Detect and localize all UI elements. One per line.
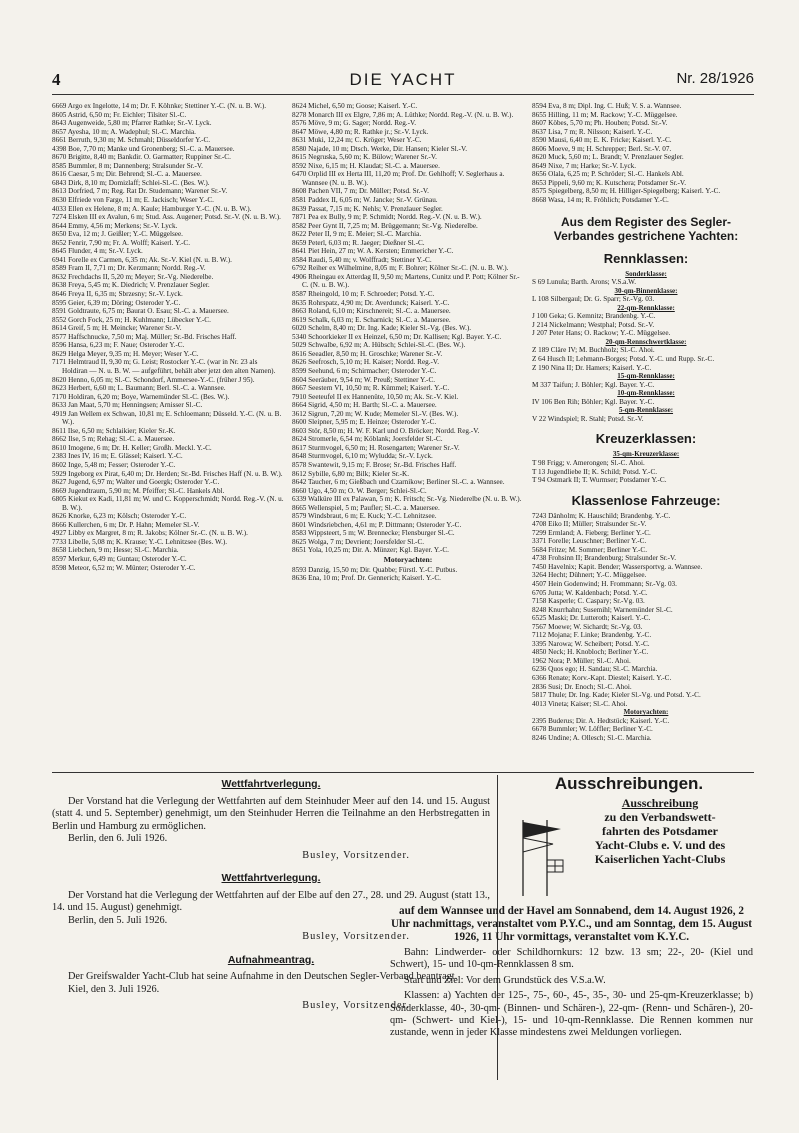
yacht-entry: 8619 Schalk, 6,03 m; E. Scharnick; Sl.-C. a. Mauersee. xyxy=(292,315,451,324)
yacht-entry: 5684 Fritze; M. Sommer; Berliner Y.-C. xyxy=(532,545,647,554)
yacht-entry: 8606 Moeve, 9 m; H. Schrepper; Berl. Sr.-V. 07. xyxy=(532,144,672,153)
page-number: 4 xyxy=(52,70,61,89)
yacht-entry: 8659 Peterl, 6,03 m; R. Jaeger; Dießner Sl.-C. xyxy=(292,238,425,247)
yacht-entry: 8625 Wolga, 7 m; Devrient; Joersfelder Sl.-C. xyxy=(292,537,425,546)
notice-date: Berlin, den 5. Juli 1926. xyxy=(68,914,168,926)
yacht-entry: 7733 Libelle, 5,08 m; K. Krause; Y.-C. Lehnitzsee (Bes. W.). xyxy=(52,537,228,546)
yacht-entry: 7112 Mojana; F. Linke; Brandenbg. Y.-C. xyxy=(532,631,652,640)
yacht-entry: J 100 Geka; G. Kemnitz; Brandenbg. Y.-C. xyxy=(532,312,656,321)
yacht-entry: 6470 Orplid III ex Herta III, 11,20 m; Prof. Dr. Gehlhoff; V. Seglerhaus a. Wannsee (N. u. B. W.). xyxy=(292,170,505,187)
issue-number: Nr. 28/1926 xyxy=(676,70,754,87)
class-subheading: 15-qm-Rennklasse: xyxy=(617,372,675,381)
yacht-entry: 8649 Nixe, 7 m; Harke; Sr.-V. Lyck. xyxy=(532,161,637,170)
yacht-entry: 8600 Sleipner, 5,95 m; E. Heinze; Osteroder Y.-C. xyxy=(292,418,437,427)
yacht-entry: 5929 Ingeborg ex Pirat, 6,40 m; Dr. Herden; Sr.-Bd. Frisches Haff (N. u. B. W.). xyxy=(52,469,283,478)
yacht-entry: 8610 Imogene, 6 m; Dr. H. Keller; Großh. Meckl. Y.-C. xyxy=(52,443,212,452)
yacht-entry: 7450 Havelnix; Kapit. Bender; Wassersportvg. a. Wannsee. xyxy=(532,562,703,571)
yacht-entry: 8664 Sigrid, 4,50 m; H. Barth; Sl.-C. a. Mauersee. xyxy=(292,401,437,410)
yacht-entry: 4919 Jan Wellem ex Schwan, 10,81 m; E. Schloemann; Düsseld. Y.-C. (N. u. B. W.). xyxy=(52,409,282,427)
yacht-entry: 8592 Nixe, 6,15 m; H. Klaudat; Sl.-C. a. Mauersee. xyxy=(292,161,440,170)
club-flags-icon xyxy=(505,816,565,898)
classless-heading: Klassenlose Fahrzeuge: xyxy=(571,492,721,508)
yacht-entry: 6525 Maski; Dr. Lutteroth; Kaiserl. Y.-C. xyxy=(532,614,651,623)
yacht-entry: 8626 Knorke, 6,23 m; Kölsch; Osteroder Y.-C. xyxy=(52,512,187,521)
subtitle-line: Yacht-Clubs e. V. und des xyxy=(594,838,726,853)
class-subheading: Sonderklasse: xyxy=(625,269,667,278)
yacht-entry: 8590 Mausi, 6,40 m; E. K. Fricke; Kaiserl. Y.-C. xyxy=(532,136,672,145)
yacht-entry: 7567 Moewe; W. Sichardt; Sr.-Vg. 03. xyxy=(532,622,643,631)
yacht-entry: 8602 Inge, 5,48 m; Fesser; Osteroder Y.-C. xyxy=(52,460,176,469)
section-rule xyxy=(52,772,754,773)
announcement-date-line: auf dem Wannsee und der Havel am Sonnabend, dem 14. August 1926, 2 Uhr nachmittags, veranstaltet vom P.Y.C., und am Sonntag, dem 15. August 1926, 11 Uhr vormittags, veranstaltet vom K.Y.C. xyxy=(390,905,753,943)
yacht-entry: 8605 Astrid, 6,50 m; Fr. Eichler; Tilsiter Sl.-C. xyxy=(52,110,187,119)
yacht-entry: 7243 Dänholm; K. Hauschild; Brandenbg. Y.-C. xyxy=(532,511,671,520)
yacht-entry: 5817 Thule; Dr. Ing. Kade; Kieler Sl.-Vg. und Potsd. Y.-C. xyxy=(532,691,701,700)
yacht-entry: 4013 Vineta; Kaiser; Sl.-C. Ahoi. xyxy=(532,699,628,708)
yacht-entry: 7871 Pea ex Bully, 9 m; P. Schmidt; Nordd. Reg.-V. (N. u. B. W.). xyxy=(292,213,482,222)
yacht-entry: 8575 Spiegelberg, 8,50 m; H. Hilliger-Spiegelberg; Kaiserl. Y.-C. xyxy=(532,187,721,196)
yacht-entry: 8595 Geier, 6,39 m; Döring; Osteroder Y.-C. xyxy=(52,298,181,307)
yacht-entry: 8632 Frechdachs II, 5,20 m; Meyer; Sr.-Vg. Niederelbe. xyxy=(52,272,214,281)
yacht-entry: 4398 Boe, 7,70 m; Manke und Gronenberg; Sl.-C. a. Mauersee. xyxy=(52,144,235,153)
notice-signature: Busley, Vorsitzender. xyxy=(302,931,410,942)
yacht-entry: 6792 Reiher ex Wilhelmine, 8,05 m; F. Bohrer; Kölner Sr.-C. (N. u. B. W.). xyxy=(292,264,509,273)
yacht-entry: 8593 Danzig, 15,50 m; Dir. Quabbe; Fürstl. Y.-C. Putbus. xyxy=(292,565,458,574)
yacht-entry: 8616 Caesar, 5 m; Dir. Behrend; Sl.-C. a. Mauersee. xyxy=(52,170,202,179)
yacht-entry: 8643 Augenweide, 5,80 m; Pfarrer Rathke; Sr.-V. Lyck. xyxy=(52,119,212,128)
yacht-entry: 8661 Berruth, 9,30 m; M. Schmahl; Düsseldorfer Y.-C. xyxy=(52,136,211,145)
yacht-entry: 8611 Ilse, 6,50 m; Schlaikier; Kieler Sr.-K. xyxy=(52,426,176,435)
register-heading: Aus dem Register des Segler-Verbandes gestrichene Yachten: xyxy=(553,214,739,243)
yacht-entry: 8623 Herbert, 6,60 m; L. Baumann; Berl. Sl.-C. a. Wannsee. xyxy=(52,384,226,393)
yacht-entry: 8615 Negruska, 5,60 m; K. Bülow; Warener Sr.-V. xyxy=(292,153,437,162)
yacht-entry: 8662 Ilse, 5 m; Rehag; Sl.-C. a. Mauersee. xyxy=(52,435,175,444)
yacht-entry: 8596 Hansa, 6,23 m; F. Naue; Osteroder Y.-C. xyxy=(52,341,185,350)
yacht-entry: 8584 Raudi, 5,40 m; v. Wolffradt; Stettiner Y.-C. xyxy=(292,255,432,264)
yacht-entry: 8635 Rohrspatz, 4,90 m; Dr. Averdunck; Kaiserl. Y.-C. xyxy=(292,298,450,307)
yacht-entry: 8589 Fram II, 7,71 m; Dr. Kerzmann; Nordd. Reg.-V. xyxy=(52,264,206,273)
yacht-entry: 8582 Peer Gynt II, 7,25 m; M. Brüggemann; Sr.-Vg. Niederelbe. xyxy=(292,221,478,230)
yacht-entry: 8629 Helga Meyer, 9,35 m; H. Meyer; Weser Y.-C. xyxy=(52,349,199,358)
yacht-entry: 7299 Ermland; A. Fieberg; Berliner Y.-C. xyxy=(532,528,651,537)
yacht-entry: 8651 Yola, 10,25 m; Dir. A. Münzer; Kgl. Bayer. Y.-C. xyxy=(292,546,449,555)
yacht-entry: 8647 Möwe, 4,80 m; R. Rathke jr.; Sr.-V. Lyck. xyxy=(292,127,429,136)
yacht-entry: T 94 Ostmark II; T. Wurmser; Potsdamer Y.-C. xyxy=(532,476,667,485)
yacht-entry: 8622 Peter II, 9 m; E. Meier; Sl.-C. Marchia. xyxy=(292,230,422,239)
notice xyxy=(52,778,490,862)
yacht-entry: T 98 Frigg; v. Amerongen; Sl.-C. Ahoi. xyxy=(532,458,645,467)
yacht-entry: 2383 Ines IV, 16 m; E. Glässel; Kaiserl. Y.-C. xyxy=(52,452,183,461)
motor-yachts-heading-2: Motoryachten: xyxy=(623,708,669,717)
yacht-entry: 8583 Wippsteert, 5 m; W. Brennecke; Flensburger Sl.-C. xyxy=(292,529,455,538)
yacht-entry: 8607 Köbes, 5,70 m; Ph. Houben; Potsd. Sr.-V. xyxy=(532,119,668,128)
yacht-entry: 4507 Hein Godenwind; H. Frommann; Sr.-Vg. 03. xyxy=(532,579,677,588)
class-subheading: 20-qm-Rennschwertklasse: xyxy=(605,337,687,346)
yacht-entry: 8608 Pachen VII, 7 m; Dr. Müller; Potsd. Sr.-V. xyxy=(292,187,429,196)
yacht-entry: 8578 Swantewit, 9,15 m; F. Brose; Sr.-Bd. Frisches Haff. xyxy=(292,460,457,469)
yacht-entry: 8658 Liebchen, 9 m; Hesse; Sl.-C. Marchia. xyxy=(52,546,179,555)
page-header xyxy=(52,70,754,92)
yacht-entry: 6705 Jutta; W. Kaldenbach; Potsd. Y.-C. xyxy=(532,588,648,597)
yacht-entry: 8248 Knurrhahn; Susemihl; Warnemünder Sl.-C. xyxy=(532,605,673,614)
notice-signature: Busley, Vorsitzender. xyxy=(302,849,410,861)
yacht-entry: 8655 Hilling, 11 m; M. Rackow; Y.-C. Müggelsee. xyxy=(532,110,678,119)
yacht-entry: 4927 Libby ex Margret, 8 m; R. Jakobs; Kölner Sr.-C. (N. u. B. W.). xyxy=(52,529,248,538)
yacht-entry: 8668 Wasa, 14 m; R. Fröhlich; Potsdamer Y.-C. xyxy=(532,196,669,205)
yacht-entry: 6339 Walküre III ex Palawan, 5 m; K. Fritsch; Sr.-Vg. Niederelbe (N. u. B. W.). xyxy=(292,495,522,504)
motor-yachts-heading: Motoryachten: xyxy=(383,554,433,564)
yacht-entry: Z 64 Husch II; Lehmann-Borges; Potsd. Y.-C. und Rupp. Sr.-C. xyxy=(532,355,715,364)
yacht-entry: 8666 Kullerchen, 6 m; Dr. P. Hahn; Memeler Sl.-V. xyxy=(52,520,200,529)
yacht-entry: 8603 Stör, 8,50 m; H. W. F. Karl und O. Bröcker; Nordd. Reg.-V. xyxy=(292,426,480,435)
yacht-entry: 8580 Najade, 10 m; Dtsch. Werke, Dir. Hansen; Kieler Sl.-V. xyxy=(292,144,468,153)
yacht-entry: 8637 Lisa, 7 m; R. Nilsson; Kaiserl. Y.-C. xyxy=(532,127,653,136)
yacht-entry: 8630 Elfriede von Farge, 11 m; E. Jackisch; Weser Y.-C. xyxy=(52,196,214,205)
yacht-entry: 8669 Jugendtraum, 5,90 m; M. Pfeiffer; Sl.-C. Hankels Abl. xyxy=(52,486,225,495)
yacht-entry: 8581 Paddex II, 6,05 m; W. Jancke; Sr.-V. Grünau. xyxy=(292,196,438,205)
yacht-entry: 4708 Eiko II; Müller; Stralsunder Sr.-V. xyxy=(532,520,647,529)
notice-body: Der Vorstand hat die Verlegung der Wettfahrten auf der Elbe auf den 27., 28. und 29. August (statt 13., 14. und 15. August) genehmigt. xyxy=(52,889,490,913)
yacht-entry: 8246 Undine; A. Ollesch; Sl.-C. Marchia. xyxy=(532,733,652,742)
subtitle-line: Kaiserlichen Yacht-Clubs xyxy=(594,852,726,867)
yacht-entry: 8627 Jugend, 6,97 m; Walter und Goergk; Osteroder Y.-C. xyxy=(52,478,220,487)
yacht-entry: 8642 Taucher, 6 m; Gießbach und Czarnikow; Berliner Sl.-C. a. Wannsee. xyxy=(292,478,505,487)
yacht-entry: 5340 Schoorkieker II ex Heinzel, 6,50 m; Dr. Kallisen; Kgl. Bayer. Y.-C. xyxy=(292,332,502,341)
yacht-entry: 8616 Seeadler, 8,50 m; H. Groschke; Warener Sr.-V. xyxy=(292,349,443,358)
yacht-entry: M 337 Taifun; J. Böhler; Kgl. Bayer. Y.-C. xyxy=(532,380,655,389)
subtitle-line: zu den Verbandswett- xyxy=(604,810,716,825)
yacht-entry: 8620 Henno, 6,05 m; Sl.-C. Schondorf, Ammersee-Y.-C. (früher J 95). xyxy=(52,375,255,384)
notice-body: Der Vorstand hat die Verlegung der Wettfahrten auf dem Steinhuder Meer auf den 14. und 15. August (statt 4. und 5. September) genehmigt, um den Steinhuder Herren die Teilnahme an den Herbstregatten in Berlin und Hamburg zu ermöglichen. xyxy=(52,795,490,832)
yacht-entry: 8650 Eva, 12 m; J. Geißler; Y.-C. Müggelsee. xyxy=(52,230,183,239)
subtitle-line: fahrten des Potsdamer xyxy=(602,824,718,839)
yacht-list-column-2 xyxy=(292,102,524,768)
yacht-entry: 6678 Bummler; W. Löffler; Berliner Y.-C. xyxy=(532,725,653,734)
announcement-title: Ausschreibungen. xyxy=(554,774,704,793)
yacht-entry: 8645 Flunder, 4 m; Sr.-V. Lyck. xyxy=(52,247,143,256)
yacht-entry: 8576 Möve, 9 m; G. Sager; Nordd. Reg.-V. xyxy=(292,119,417,128)
yacht-entry: 8585 Bummler, 8 m; Dannenberg; Stralsunder Sr.-V. xyxy=(52,161,203,170)
yacht-entry: 6805 Kiekut ex Kadi, 11,81 m; W. und C. Kopperschmidt; Nordd. Reg.-V. (N. u. B. W.). xyxy=(52,495,284,512)
notice-signature: Busley, Vorsitzender. xyxy=(302,1000,410,1011)
yacht-entry: IV 106 Ben Rih; Böhler; Kgl. Bayer. Y.-C. xyxy=(532,397,655,406)
yacht-entry: 8601 Windsriebchen, 4,61 m; P. Dittmann; Osteroder Y.-C. xyxy=(292,520,462,529)
yacht-entry: 4738 Frohsinn II; Brandenburg; Stralsunder Sr.-V. xyxy=(532,554,677,563)
yacht-entry: J 214 Nickelmann; Westphal; Potsd. Sr.-V. xyxy=(532,320,655,329)
yacht-entry: 8633 Jan Maat, 5,70 m; Henningsen; Arnisser Sl.-C. xyxy=(52,401,203,410)
notice-date: Berlin, den 6. Juli 1926. xyxy=(68,833,168,844)
yacht-entry: 7171 Helmtraud II, 9,30 m; G. Leist; Rostocker Y.-C. (war in Nr. 23 als Holdiran — N. u. B. W. — aufgeführt, behält aber jetzt den alten Namen). xyxy=(52,358,276,375)
yacht-entry: 8644 Emmy, 4,56 m; Merkens; Sr.-V. Lyck. xyxy=(52,221,178,230)
yacht-entry: 8612 Sybille, 6,80 m; Bilk; Kieler Sr.-K. xyxy=(292,469,409,478)
notice-title: Aufnahmeantrag. xyxy=(227,953,315,966)
yacht-entry: J 207 Peter Hans; O. Rackow; Y.-C. Müggelsee. xyxy=(532,329,671,338)
yacht-list-column-3 xyxy=(532,102,760,768)
notice-body: Der Greifswalder Yacht-Club hat seine Aufnahme in den Deutschen Segler-Verband beantragt. xyxy=(68,971,458,982)
announcement-subtitle xyxy=(567,796,753,866)
yacht-entry: 8631 Muki, 12,24 m; C. Kröger; Weser Y.-C. xyxy=(292,136,422,145)
cruiser-classes-heading: Kreuzerklassen: xyxy=(595,431,697,447)
yacht-entry: 3395 Narowa; W. Scheibert; Potsd. Y.-C. xyxy=(532,639,650,648)
class-subheading: 35-qm-Kreuzerklasse: xyxy=(612,450,680,459)
yacht-entry: 4033 Ellen ex Helene, 8 m; A. Kaule; Hamburger Y.-C. (N. u. B. W.). xyxy=(52,204,252,213)
class-subheading: 5-qm-Rennklasse: xyxy=(618,406,674,415)
yacht-entry: 4850 Neck; H. Knobloch; Berliner Y.-C. xyxy=(532,648,649,657)
yacht-entry: 1962 Nora; P. Müller; Sl.-C. Ahoi. xyxy=(532,656,631,665)
yacht-entry: 7170 Holdiran, 6,20 m; Boye, Warnemünder Sl.-C. (Bes. W.). xyxy=(52,392,230,401)
yacht-entry: 8598 Meteor, 6,52 m; W. Münter; Osteroder Y.-C. xyxy=(52,563,196,572)
yacht-entry: 8613 Dorfried, 7 m; Reg. Rat Dr. Studemann; Warener Sr.-V. xyxy=(52,187,228,196)
yacht-entry: 8614 Greif, 5 m; H. Meincke; Warener Sr.-V. xyxy=(52,324,182,333)
yacht-entry: 8587 Rheingold, 10 m; F. Schroeder; Potsd. Y.-C. xyxy=(292,290,435,299)
yacht-entry: 8624 Stromerle, 6,54 m; Köblank; Joersfelder Sl.-C. xyxy=(292,435,443,444)
yacht-entry: 8663 Roland, 6,10 m; Kirschnereit; Sl.-C. a. Mauersee. xyxy=(292,307,451,316)
yacht-entry: 8552 Gorch Fock, 25 m; H. Kuhlmann; Lübecker Y.-C. xyxy=(52,315,211,324)
yacht-entry: 8579 Windsbraut, 6 m; E. Kuck; Y.-C. Lehnitzsee. xyxy=(292,512,437,521)
yacht-entry: 8648 Sturmvogel, 6,10 m; Wyludda; Sr.-V. Lyck. xyxy=(292,452,433,461)
yacht-entry: 7910 Seeteufel II ex Hannenüte, 10,50 m; Ak. Sr.-V. Kiel. xyxy=(292,392,459,401)
announcement-details xyxy=(390,905,753,1040)
yacht-entry: 8638 Freya, 5,45 m; K. Diedrich; V. Prenzlauer Segler. xyxy=(52,281,210,290)
yacht-entry: T 13 Jugendliebe II; K. Schild; Potsd. Y.-C. xyxy=(532,467,658,476)
race-classes-heading: Rennklassen: xyxy=(603,250,689,266)
yacht-entry: Z 190 Nina II; Dr. Hamers; Kaiserl. Y.-C. xyxy=(532,363,652,372)
yacht-entry: 8665 Wellenspiel, 5 m; Paufler; Sl.-C. a. Mauersee. xyxy=(292,503,440,512)
yacht-entry: 8577 Haffschnucke, 7,50 m; Maj. Müller; Sr.-Bd. Frisches Haff. xyxy=(52,332,237,341)
yacht-entry: 7158 Kasperle; C. Caspary; Sr.-Vg. 03. xyxy=(532,597,645,606)
subtitle-line: Ausschreibung xyxy=(621,796,699,811)
course-paragraph: Bahn: Lindwerder- oder Schildhornkurs: 12 bzw. 13 sm; 22-, 20- (Kiel und Schwert), 15- und 10-qm-Rennklassen 8 sm. xyxy=(390,947,753,971)
yacht-entry: 8657 Ayesha, 10 m; A. Wadephul; Sl.-C. Marchia. xyxy=(52,127,196,136)
yacht-entry: 5029 Schwalbe, 6,92 m; A. Hübsch; Schlei-Sl.-C. (Bes. W.). xyxy=(292,341,466,350)
page-title: DIE YACHT xyxy=(349,70,457,89)
yacht-list-column-1 xyxy=(52,102,284,768)
class-subheading: 22-qm-Rennklasse: xyxy=(617,303,675,312)
yacht-entry: 8594 Eva, 8 m; Dipl. Ing. C. Huß; V. S. a. Wannsee. xyxy=(532,102,682,110)
yacht-entry: 8641 Piet Hein, 27 m; W. A. Kersten; Emmericher Y.-C. xyxy=(292,247,454,256)
yacht-entry: 2836 Susi; Dr. Enoch; Sl.-C. Ahoi. xyxy=(532,682,632,691)
start-paragraph: Start und Ziel: Vor dem Grundstück des V.S.a.W. xyxy=(404,974,606,986)
header-rule xyxy=(52,94,754,95)
yacht-entry: 6843 Dirk, 8,10 m; Domizlaff; Schlei-Sl.-C. (Bes. W.). xyxy=(52,178,210,187)
yacht-entry: 8636 Ena, 10 m; Prof. Dr. Gennerich; Kaiserl. Y.-C. xyxy=(292,574,441,583)
yacht-entry: 8599 Seehund, 6 m; Schirmacher; Osteroder Y.-C. xyxy=(292,366,437,375)
yacht-entry: 8653 Pippeli, 9,60 m; K. Kutschera; Potsdamer Sr.-V. xyxy=(532,178,686,187)
yacht-entry: 8660 Ugo, 4,50 m; O. W. Berger; Schlei-Sl.-C. xyxy=(292,486,427,495)
yacht-entry: 6366 Renate; Korv.-Kapt. Diestel; Kaiserl. Y.-C. xyxy=(532,673,672,682)
yacht-entry: 8646 Freya II, 6,35 m; Sbrzesny; Sr.-V. Lyck. xyxy=(52,290,183,299)
announcement-section xyxy=(505,774,753,867)
yacht-entry: 3612 Sigrun, 7,20 m; W. Kude; Memeler Sl.-V. (Bes. W.). xyxy=(292,409,459,418)
yacht-entry: 6236 Quos ego; H. Sandau; Sl.-C. Marchia. xyxy=(532,665,658,674)
yacht-entry: 4906 Rheingau ex Atterdag II, 9,50 m; Martens, Cunitz und P. Pott; Kölner Sr.-C. (N. u. B. W.). xyxy=(292,272,520,290)
yacht-entry: 8604 Seeräuber, 9,54 m; W. Preuß; Stettiner Y.-C. xyxy=(292,375,436,384)
yacht-entry: 8639 Passat, 7,15 m; K. Nehls; V. Prenzlauer Segler. xyxy=(292,204,443,213)
yacht-entry: 8597 Merkur, 6,49 m; Guntau; Osteroder Y.-C. xyxy=(52,554,187,563)
yacht-entry: 8670 Brigitte, 8,40 m; Bankdir. O. Garmatter; Ruppiner Sr.-C. xyxy=(52,153,231,162)
yacht-entry: L 108 Silbergaul; Dr. G. Sparr; Sr.-Vg. 03. xyxy=(532,295,655,304)
yacht-entry: V 22 Windspiel; R. Stahl; Potsd. Sr.-V. xyxy=(532,414,644,423)
yacht-entry: 8278 Monarch III ex Elgre, 7,86 m; A. Lüthke; Nordd. Reg.-V. (N. u. B. W.). xyxy=(292,110,514,119)
yacht-entry: 8620 Muck, 5,60 m; L. Brandt; V. Prenzlauer Segler. xyxy=(532,153,684,162)
yacht-entry: 6941 Forelle ex Carmen, 6,35 m; Ak. Sr.-V. Kiel (N. u. B. W.). xyxy=(52,255,232,264)
yacht-entry: 7274 Elsken III ex Avalun, 6 m; Stud. Ass. Augener; Potsd. Sr.-V. (N. u. B. W.). xyxy=(52,213,281,222)
yacht-entry: 8656 Olala, 6,25 m; P. Schröder; Sl.-C. Hankels Abl. xyxy=(532,170,684,179)
class-subheading: 10-qm-Rennklasse: xyxy=(617,389,675,398)
yacht-entry: 6669 Argo ex Ingelotte, 14 m; Dr. F. Köhnke; Stettiner Y.-C. (N. u. B. W.). xyxy=(52,102,267,110)
yacht-entry: 8591 Goldtraute, 6,75 m; Baurat O. Esau; Sl.-C. a. Mauersee. xyxy=(52,307,229,316)
notice-title: Wettfahrtverlegung. xyxy=(221,872,321,884)
classes-paragraph: Klassen: a) Yachten der 125-, 75-, 60-, 45-, 35-, 30- und 25-qm-Kreuzerklasse; b) Sonderklasse, 40-, 30-qm- (Binnen- und Schären-), 22-qm- (Renn- und Schären-), 20-qm- (Schwert- und Kiel-), 15- und 10-qm-Rennklasse. Die Rennen kommen nur zustande, wenn in jeder Klasse mindestens zwei Meldungen vorliegen. xyxy=(390,990,753,1039)
yacht-entry: 3264 Hecht; Dühnert; Y.-C. Müggelsee. xyxy=(532,571,647,580)
yacht-entry: 6020 Schelm, 8,40 m; Dr. Ing. Kade; Kieler Sl.-Vg. (Bes. W.). xyxy=(292,324,472,333)
notice-date: Kiel, den 3. Juli 1926. xyxy=(68,983,160,995)
yacht-entry: 8626 Seefrosch, 5,10 m; H. Kaiser; Nordd. Reg.-V. xyxy=(292,358,439,367)
yacht-entry: 8667 Seestern VI, 10,50 m; R. Kümmel; Kaiserl. Y.-C. xyxy=(292,384,450,393)
yacht-entry: 8617 Sturmvogel, 6,50 m; H. Rosengarten; Warener Sr.-V. xyxy=(292,443,460,452)
yacht-entry: 2395 Buderus; Dir. A. Hedtstück; Kaiserl. Y.-C. xyxy=(532,716,670,725)
yacht-entry: Z 189 Cläre IV; M. Buchholz; Sl.-C. Ahoi. xyxy=(532,346,655,355)
yacht-entry: S 69 Lunula; Barth. Arons; V.S.a.W. xyxy=(532,278,637,287)
yacht-entry: 8624 Michel, 6,50 m; Goose; Kaiserl. Y.-C. xyxy=(292,102,418,110)
class-subheading: 30-qm-Binnenklasse: xyxy=(614,286,678,295)
yacht-entry: 3371 Forelle; Leuschner; Berliner Y.-C. xyxy=(532,537,647,546)
yacht-entry: 8652 Fenrir, 7,90 m; Fr. A. Wolff; Kaiserl. Y.-C. xyxy=(52,238,191,247)
notice-title: Wettfahrtverlegung. xyxy=(221,778,321,790)
